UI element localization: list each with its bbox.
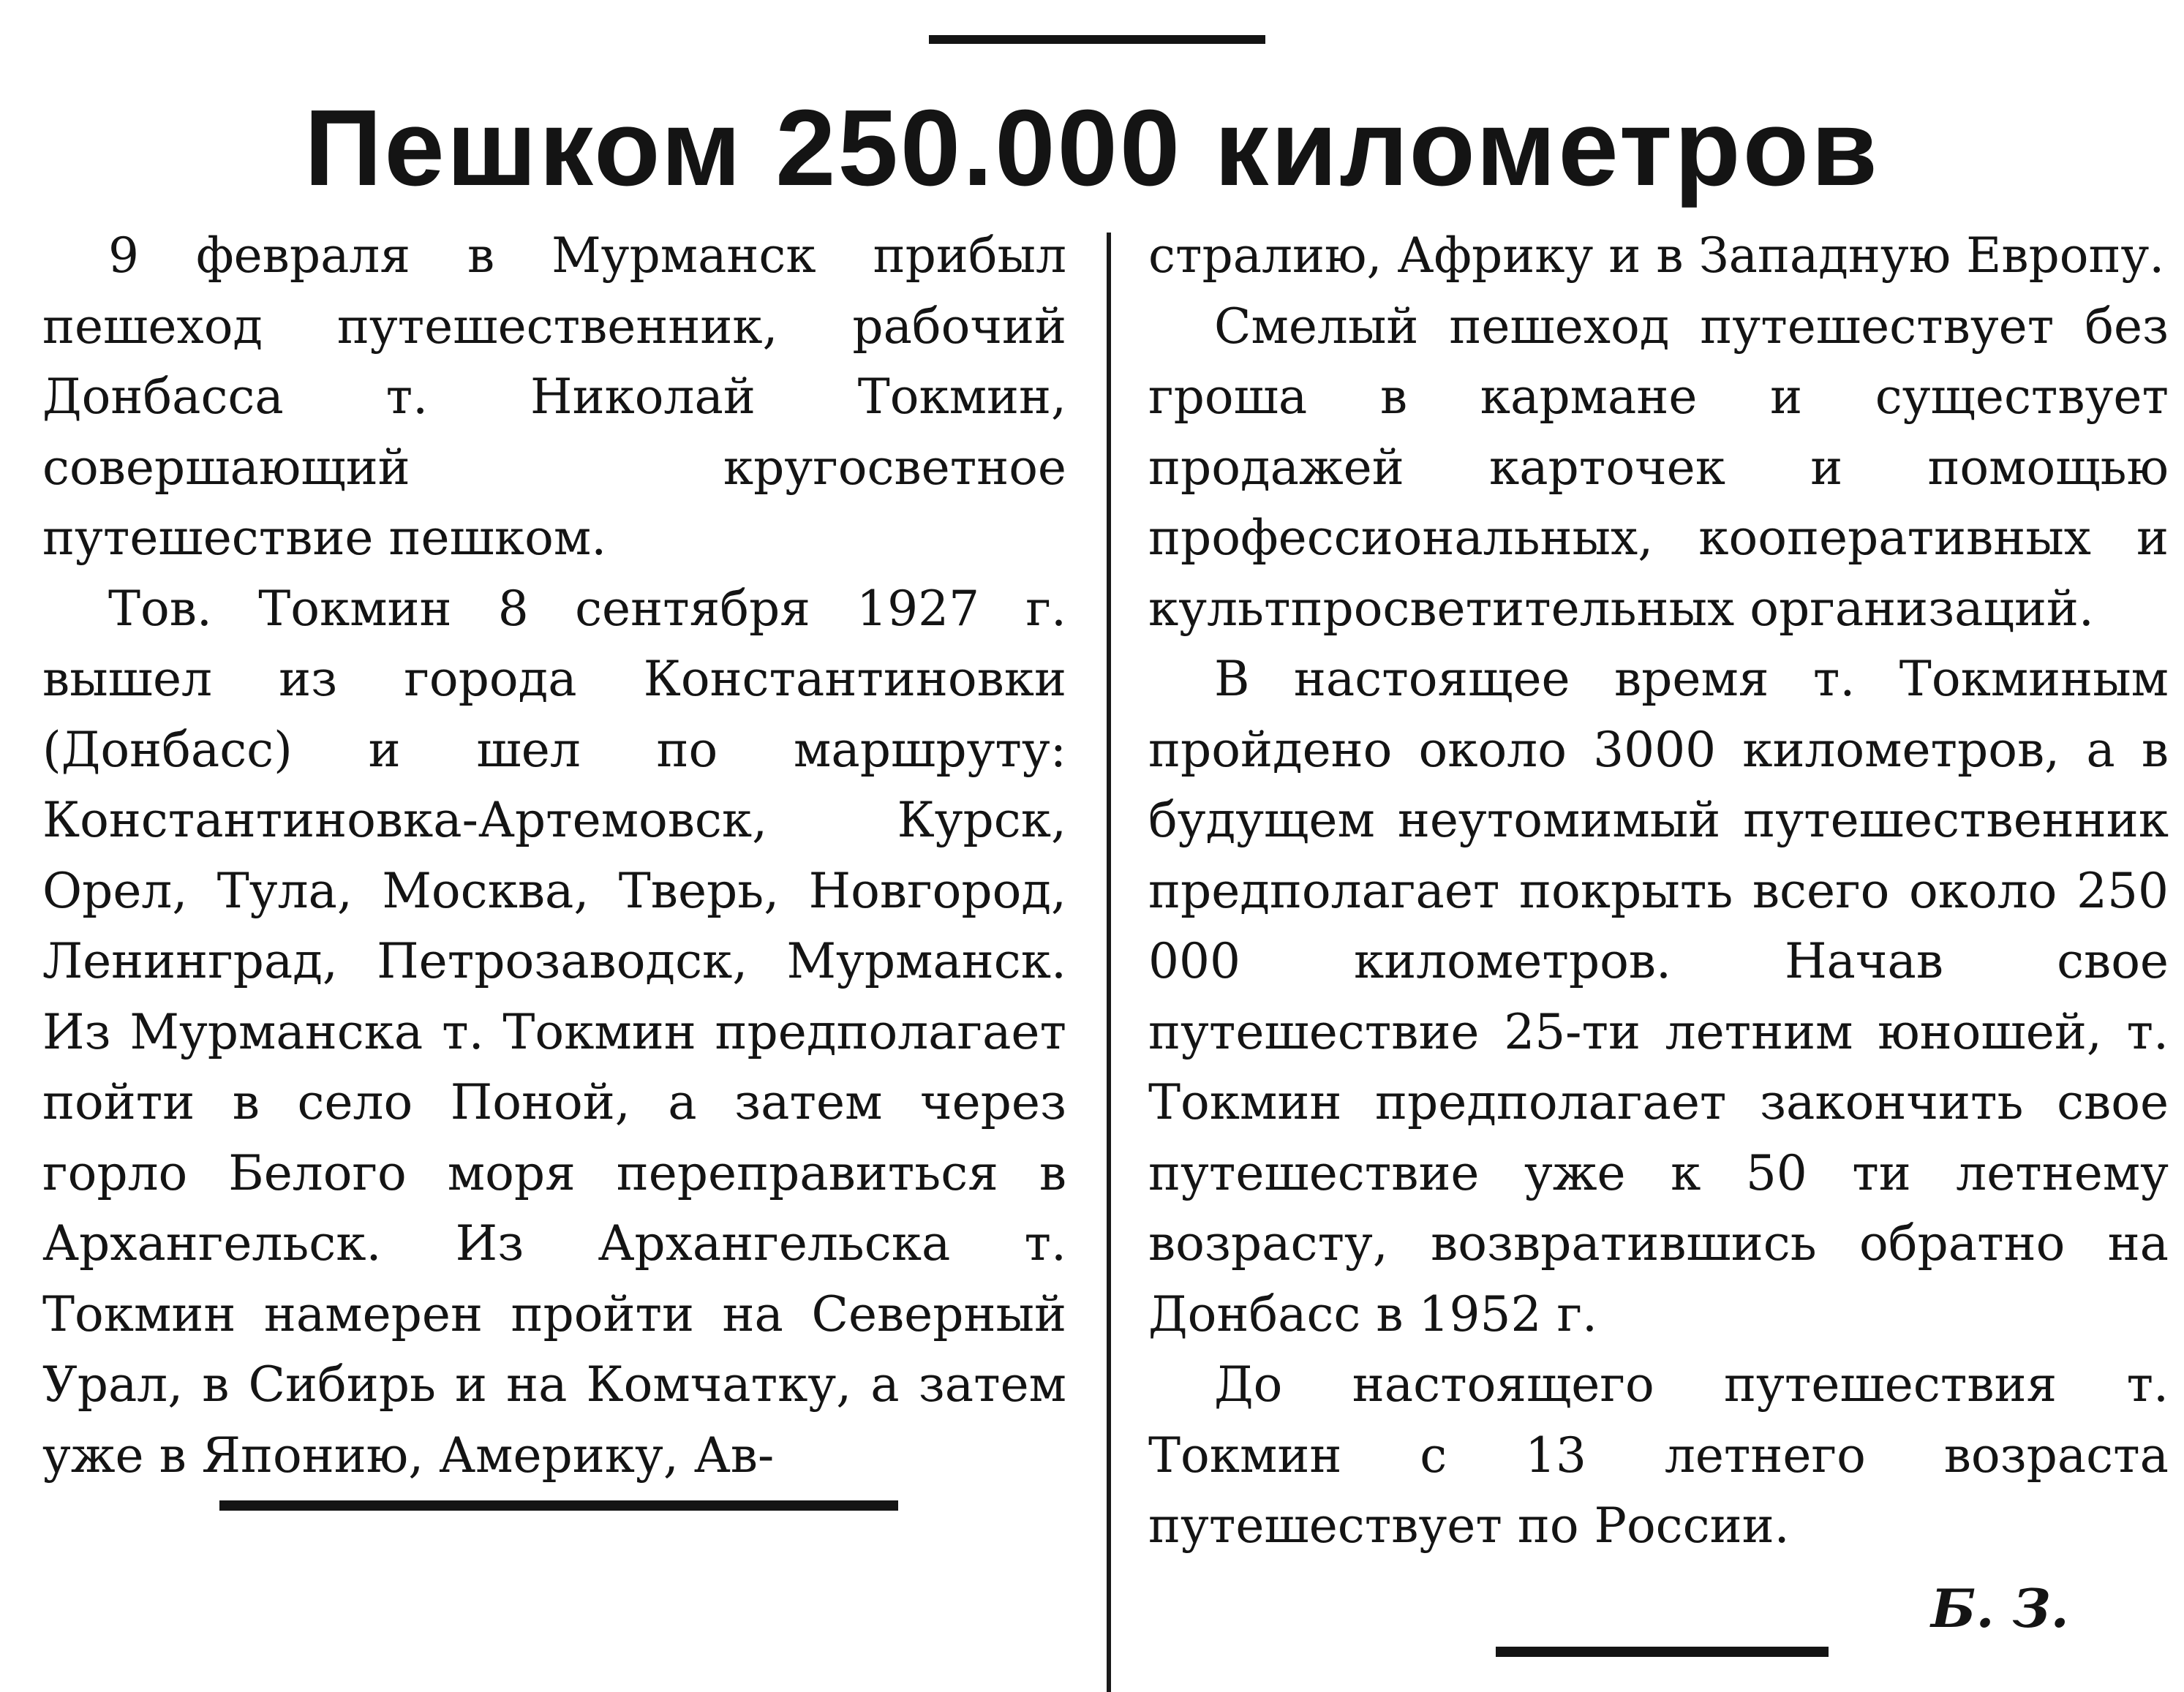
top-rule [929, 35, 1265, 44]
right-column-end-rule [1496, 1647, 1829, 1657]
paragraph-continuation: стралию, Африку и в Западную Европу. [1148, 227, 2165, 284]
paragraph: Смелый пешеход путешествует без гроша в кармане и существует продажей карточек и помощью профессиональных, кооперативных и культпросветительных организаций. [1148, 298, 2169, 637]
paragraph: До настоящего путешествия т. Токмин с 13 летнего возраста путешествует по России. [1148, 1356, 2169, 1554]
paragraph: 9 февраля в Мурманск прибыл пешеход путешественник, рабочий Донбасса т. Николай Токмин, совершающий кругосветное путешествие пешком. [42, 227, 1066, 566]
paragraph: Тов. Токмин 8 сентября 1927 г. вышел из города Константиновки (Донбасс) и шел по маршруту: Константиновка-Артемовск, Курск, Орел, Тула, Москва, Тверь, Новгород, Ленинград, Петрозаводск, Мурманск. Из Мурманска т. Токмин предполагает пойти в село Поной, а затем через горло Белого моря переправиться в Архангельск. Из Архангельска т. Токмин намерен пройти на Северный Урал, в Сибирь и на Комчатку, а затем уже в Японию, Америку, Ав- [42, 580, 1066, 1484]
article-headline: Пешком 250.000 километров [304, 88, 1880, 208]
right-column [1148, 221, 2169, 1562]
author-signature: Б. З. [1931, 1577, 2069, 1639]
paragraph: В настоящее время т. Токминым пройдено около 3000 километров, а в будущем неутомимый путешественник предполагает покрыть всего около 250 000 километров. Начав свое путешествие 25-ти летним юношей, т. Токмин предполагает закончить свое путешествие уже к 50 ти летнему возрасту, возвратившись обратно на Донбасс в 1952 г. [1148, 651, 2169, 1342]
column-divider [1107, 233, 1111, 1692]
left-column-end-rule [219, 1500, 898, 1511]
left-column [42, 221, 1066, 1491]
